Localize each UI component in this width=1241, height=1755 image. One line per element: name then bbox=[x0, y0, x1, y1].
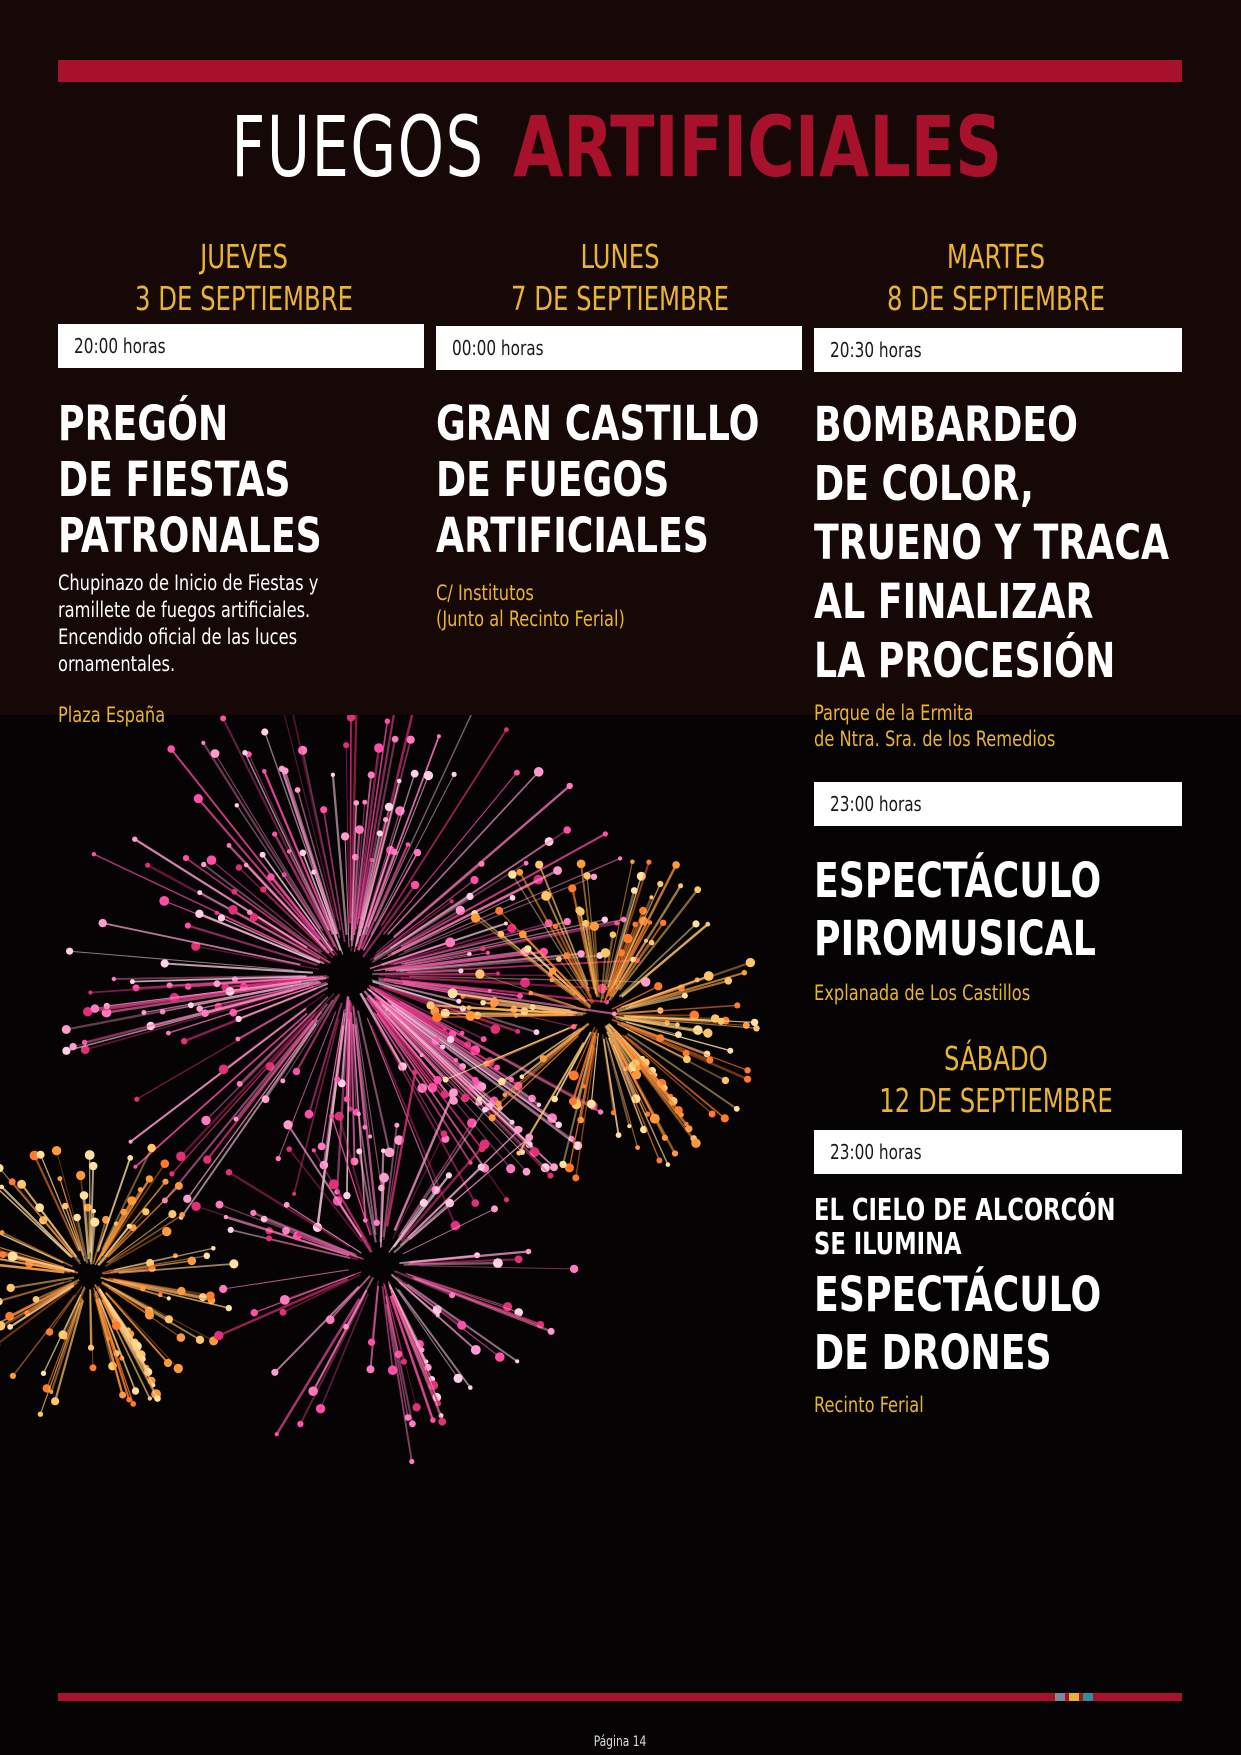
col1-time: 20:00 horas bbox=[74, 334, 166, 358]
saturday-place: Recinto Ferial bbox=[814, 1393, 924, 1417]
saturday-time: 23:00 horas bbox=[830, 1140, 922, 1164]
col3-event-title: BOMBARDEO DE COLOR, TRUENO Y TRACA AL FINALIZAR LA PROCESIÓN bbox=[814, 397, 1170, 689]
col1-date: 3 DE SEPTIEMBRE bbox=[134, 279, 354, 318]
col2-place: C/ Institutos (Junto al Recinto Ferial) bbox=[436, 581, 625, 631]
saturday-time-box bbox=[814, 1130, 1182, 1174]
col1-description: Chupinazo de Inicio de Fiestas y ramillete de fuegos artificiales. Encendido oficial de las luces ornamentales. bbox=[58, 571, 319, 676]
col3-time: 20:30 horas bbox=[830, 338, 922, 362]
saturday-day bbox=[843, 1038, 1148, 1122]
col3-place: Parque de la Ermita de Ntra. Sra. de los Remedios bbox=[814, 701, 1056, 751]
col2-event-title: GRAN CASTILLO DE FUEGOS ARTIFICIALES bbox=[436, 396, 760, 564]
col1-event-title: PREGÓN DE FIESTAS PATRONALES bbox=[58, 396, 322, 564]
col3-event2-title: ESPECTÁCULO PIROMUSICAL bbox=[814, 853, 1102, 967]
col3-weekday: MARTES bbox=[946, 237, 1046, 276]
footer-square-teal bbox=[1083, 1693, 1093, 1701]
top-accent-bar bbox=[58, 60, 1182, 82]
col2-day bbox=[467, 236, 772, 320]
footer-square-grey bbox=[1055, 1693, 1065, 1701]
col1-time-box bbox=[58, 324, 424, 368]
col2-date: 7 DE SEPTIEMBRE bbox=[510, 279, 730, 318]
col1-day bbox=[91, 236, 396, 320]
col1-weekday: JUEVES bbox=[200, 237, 288, 276]
col3-place2: Explanada de Los Castillos bbox=[814, 981, 1031, 1005]
page-number: Página 14 bbox=[593, 1734, 647, 1750]
saturday-event-title: ESPECTÁCULO DE DRONES bbox=[814, 1267, 1102, 1381]
col3-time2-box bbox=[814, 782, 1182, 826]
col3-day bbox=[843, 236, 1148, 320]
bottom-accent-bar bbox=[58, 1693, 1182, 1701]
saturday-weekday: SÁBADO bbox=[944, 1039, 1048, 1078]
title-word-fuegos: FUEGOS bbox=[231, 98, 485, 196]
saturday-date: 12 DE SEPTIEMBRE bbox=[879, 1081, 1113, 1120]
footer-square-gold bbox=[1069, 1693, 1079, 1701]
col3-time2: 23:00 horas bbox=[830, 792, 922, 816]
col2-weekday: LUNES bbox=[580, 237, 660, 276]
col2-time-box bbox=[436, 326, 802, 370]
col3-time-box bbox=[814, 328, 1182, 372]
col3-date: 8 DE SEPTIEMBRE bbox=[886, 279, 1106, 318]
col1-place: Plaza España bbox=[58, 703, 166, 727]
title-word-artificiales: ARTIFICIALES bbox=[512, 98, 1002, 196]
col2-time: 00:00 horas bbox=[452, 336, 544, 360]
page-title bbox=[0, 92, 1241, 202]
saturday-event-subtitle: EL CIELO DE ALCORCÓN SE ILUMINA bbox=[814, 1193, 1116, 1262]
